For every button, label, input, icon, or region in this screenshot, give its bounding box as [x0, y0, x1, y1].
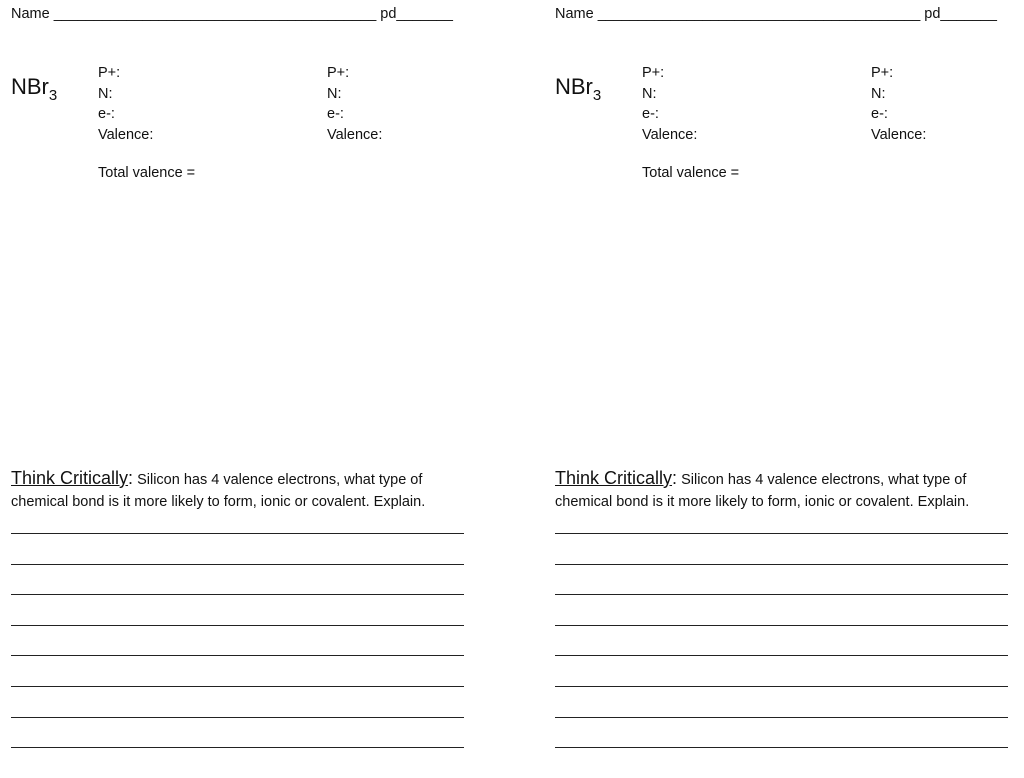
formula-subscript: 3	[48, 87, 58, 104]
neutrons-label[interactable]: N:	[98, 85, 113, 102]
answer-line[interactable]	[555, 686, 1008, 687]
worksheet-right	[555, 0, 1024, 768]
atom-2-info	[871, 63, 926, 145]
name-and-period-line[interactable]: Name ________________________________________ pd_______	[555, 6, 997, 22]
valence-label[interactable]: Valence:	[642, 126, 698, 143]
valence-label[interactable]: Valence:	[871, 126, 927, 143]
answer-line[interactable]	[555, 594, 1008, 595]
answer-line[interactable]	[11, 655, 464, 656]
compound-formula	[555, 74, 602, 104]
protons-label[interactable]: P+:	[642, 65, 665, 81]
answer-line[interactable]	[555, 625, 1008, 626]
heading-colon: :	[128, 468, 134, 488]
answer-line[interactable]	[11, 533, 464, 534]
think-critically-heading: Think Critically	[555, 468, 673, 488]
think-critically-question: Silicon has 4 valence electrons, what type of chemical bond is it more likely to form, ionic or covalent. Explain.	[11, 472, 426, 510]
answer-line[interactable]	[555, 564, 1008, 565]
answer-line[interactable]	[11, 747, 464, 748]
electrons-label[interactable]: e-:	[327, 106, 344, 122]
answer-line[interactable]	[555, 747, 1008, 748]
answer-line[interactable]	[555, 717, 1008, 718]
atom-1-info	[98, 63, 153, 145]
compound-formula	[11, 74, 58, 104]
atom-2-info	[327, 63, 382, 145]
answer-line[interactable]	[11, 594, 464, 595]
total-valence-label[interactable]: Total valence =	[642, 165, 740, 181]
answer-line[interactable]	[11, 717, 464, 718]
neutrons-label[interactable]: N:	[642, 85, 657, 102]
atom-1-info	[642, 63, 697, 145]
electrons-label[interactable]: e-:	[98, 106, 115, 122]
answer-line[interactable]	[11, 564, 464, 565]
answer-line[interactable]	[555, 655, 1008, 656]
think-critically-prompt	[11, 467, 471, 513]
answer-line[interactable]	[11, 686, 464, 687]
valence-label[interactable]: Valence:	[98, 126, 154, 143]
think-critically-prompt	[555, 467, 1015, 513]
protons-label[interactable]: P+:	[871, 65, 894, 81]
electrons-label[interactable]: e-:	[642, 106, 659, 122]
think-critically-heading: Think Critically	[11, 468, 129, 488]
electrons-label[interactable]: e-:	[871, 106, 888, 122]
name-and-period-line[interactable]: Name ________________________________________ pd_______	[11, 6, 453, 22]
neutrons-label[interactable]: N:	[871, 85, 886, 102]
answer-lines	[11, 533, 464, 778]
formula-main: NBr	[555, 74, 593, 99]
neutrons-label[interactable]: N:	[327, 85, 342, 102]
formula-main: NBr	[11, 74, 49, 99]
protons-label[interactable]: P+:	[98, 65, 121, 81]
formula-subscript: 3	[592, 87, 602, 104]
heading-colon: :	[672, 468, 678, 488]
worksheet-left	[11, 0, 481, 768]
answer-lines	[555, 533, 1008, 778]
answer-line[interactable]	[555, 533, 1008, 534]
think-critically-question: Silicon has 4 valence electrons, what type of chemical bond is it more likely to form, ionic or covalent. Explain.	[555, 472, 970, 510]
answer-line[interactable]	[11, 625, 464, 626]
total-valence-label[interactable]: Total valence =	[98, 165, 196, 181]
protons-label[interactable]: P+:	[327, 65, 350, 81]
valence-label[interactable]: Valence:	[327, 126, 383, 143]
